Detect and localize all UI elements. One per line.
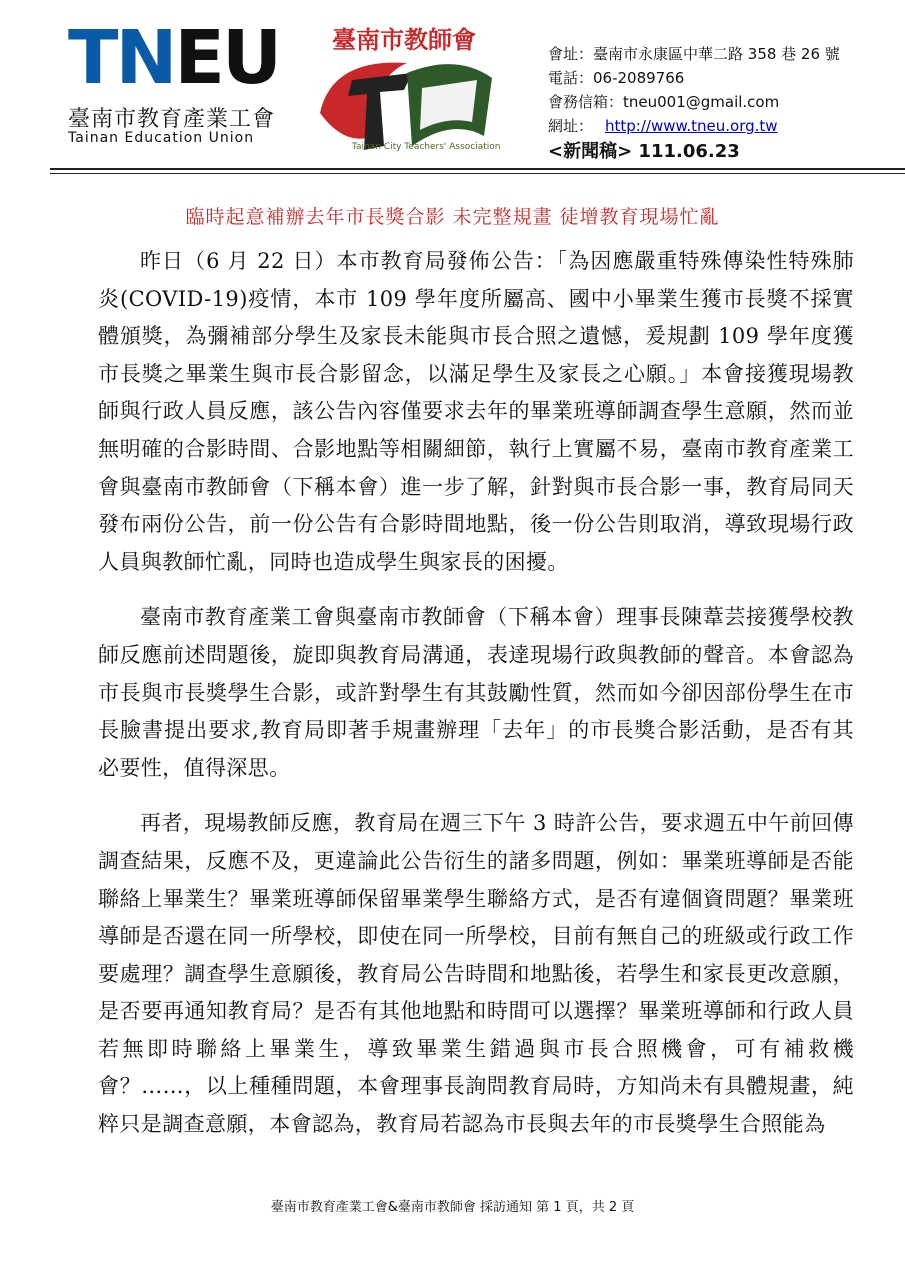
paragraph: 昨日（6 月 22 日）本市教育局發佈公告：「為因應嚴重特殊傳染性特殊肺炎(COVID-19)疫情，本市 109 學年度所屬高、國中小畢業生獲市長獎不採實體頒獎，為彌補部分學生及家長未能與市長合照之遺憾，爰規劃 109 學年度獲市長獎之畢業生與市長合影留念，以滿足學生及家長之心願。」本會接獲現場教師與行政人員反應，該公告內容僅要求去年的畢業班導師調查學生意願，然而並無明確的合影時間、合影地點等相關細節，執行上實屬不易，臺南市教育產業工會與臺南市教師會（下稱本會）進一步了解，針對與市長合影一事，教育局同天發布兩份公告，前一份公告有合影時間地點，後一份公告則取消，導致現場行政人員與教師忙亂，同時也造成學生與家長的困擾。 (98, 249, 854, 574)
website-label: 網址： (548, 117, 594, 135)
header-divider-thin (50, 173, 905, 174)
page-footer: 臺南市教育產業工會&臺南市教師會 採訪通知 第 1 頁，共 2 頁 (270, 1200, 635, 1215)
paragraph: 臺南市教育產業工會與臺南市教師會（下稱本會）理事長陳葦芸接獲學校教師反應前述問題後，旋即與教育局溝通，表達現場行政與教師的聲音。本會認為市長與市長獎學生合影，或許對學生有其鼓勵性質，然而如今卻因部份學生在市長臉書提出要求,教育局即著手規畫辦理「去年」的市長獎合影活動，是否有其必要性，值得深思。 (98, 605, 854, 780)
email: 會務信箱：tneu001@gmail.com (548, 93, 780, 111)
article-body (98, 243, 854, 1162)
address: 會址：臺南市永康區中華二路 358 巷 26 號 (548, 45, 840, 63)
paragraph: 再者，現場教師反應，教育局在週三下午 3 時許公告，要求週五中午前回傳調查結果，反應不及，更違論此公告衍生的諸多問題，例如：畢業班導師是否能聯絡上畢業生？畢業班導師保留畢業學生聯絡方式，是否有違個資問題？畢業班導師是否還在同一所學校，即使在同一所學校，目前有無自己的班級或行政工作要處理？調查學生意願後，教育局公告時間和地點後，若學生和家長更改意願，是否要再通知教育局？是否有其他地點和時間可以選擇？畢業班導師和行政人員若無即時聯絡上畢業生，導致畢業生錯過與市長合照機會，可有補救機會？……，以上種種問題，本會理事長詢問教育局時，方知尚未有具體規畫，純粹只是調查意願，本會認為，教育局若認為市長與去年的市長獎學生合照能為 (98, 811, 854, 1137)
header-divider (50, 168, 905, 170)
letterhead (0, 0, 905, 175)
tta-name-en: Tainan City Teachers' Association (352, 142, 501, 152)
tta-name-cn: 臺南市教師會 (332, 25, 476, 54)
website-link[interactable]: http://www.tneu.org.tw (605, 117, 778, 135)
tneu-name-cn: 臺南市教育產業工會 (68, 107, 276, 132)
teachers-association-logo (312, 18, 507, 160)
tneu-logo-letters: TNEU (68, 15, 280, 101)
tneu-logo (68, 15, 283, 148)
tneu-name-en: Tainan Education Union (68, 130, 255, 146)
article-title: 臨時起意補辦去年市長獎合影 未完整規畫 徒增教育現場忙亂 (185, 206, 720, 228)
press-release-date: <新聞稿> 111.06.23 (548, 141, 740, 162)
contact-block (548, 42, 840, 164)
phone: 電話：06-2089766 (548, 69, 685, 87)
website-line (548, 114, 840, 138)
